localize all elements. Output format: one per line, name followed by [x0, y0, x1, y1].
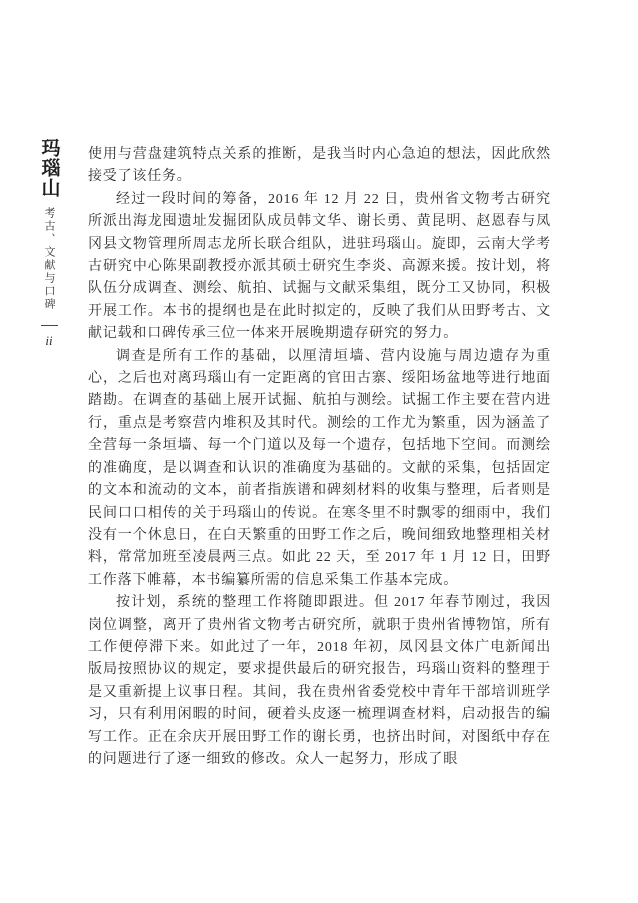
spine-sidebar [34, 138, 64, 349]
paragraph: 按计划，系统的整理工作将随即跟进。但 2017 年春节刚过，我因岗位调整，离开了贵州省文物考古研究所，就职于贵州省博物馆，所有工作便停滞下来。如此过了一年，2018 年初，凤冈县文体广电新闻出版局按照协议的规定，要求提供最后的研究报告，玛瑙山资料的整理于是又重新提上议事日程。其间，我在贵州省委党校中青年干部培训班学习，只有利用闲暇的时间，硬着头皮逐一梳理调查材料，启动报告的编写工作。正在余庆开展田野工作的谢长勇，也挤出时间，对图纸中存在的问题进行了逐一细致的修改。众人一起努力，形成了眼 [88, 595, 551, 767]
body-text [88, 144, 551, 771]
sidebar-divider [41, 325, 58, 326]
paragraph: 调查是所有工作的基础，以厘清垣墙、营内设施与周边遗存为重心，之后也对离玛瑙山有一定距离的官田古寨、绥阳场盆地等进行地面踏勘。在调查的基础上展开试掘、航拍与测绘。试掘工作主要在营内进行，重点是考察营内堆积及其时代。测绘的工作尤为繁重，因为涵盖了全营每一条垣墙、每一个门道以及每一个遗存，包括地下空间。而测绘的准确度，是以调查和认识的准确度为基础的。文献的采集，包括固定的文本和流动的文本，前者指族谱和碑刻材料的收集与整理，后者则是民间口口相传的关于玛瑙山的传说。在寒冬里不时飘零的细雨中，我们没有一个休息日，在白天繁重的田野工作之后，晚间细致地整理相关材料，常常加班至凌晨两三点。如此 22 天，至 2017 年 1 月 12 日，田野工作落下帷幕，本书编纂所需的信息采集工作基本完成。 [88, 348, 551, 588]
book-subtitle-vertical: 考古、文献与口碑 [43, 207, 55, 311]
paragraph: 经过一段时间的筹备，2016 年 12 月 22 日，贵州省文物考古研究所派出海龙囤遗址发掘团队成员韩文华、谢长勇、黄昆明、赵恩春与凤冈县文物管理所周志龙所长联合组队，进驻玛瑙山。旋即，云南大学考古研究中心陈果副教授亦派其硕士研究生李炎、高源来援。按计划，将队伍分成调查、测绘、航拍、试掘与文献采集组，既分工又协同，积极开展工作。本书的提纲也是在此时拟定的，反映了我们从田野考古、文献记载和口碑传承三位一体来开展晚期遗存研究的努力。 [88, 191, 551, 342]
page-number: ii [45, 333, 53, 348]
paragraph-continuation: 使用与营盘建筑特点关系的推断，是我当时内心急迫的想法，因此欣然接受了该任务。 [88, 147, 551, 185]
book-title-logo: 玛瑙山 [38, 138, 61, 198]
